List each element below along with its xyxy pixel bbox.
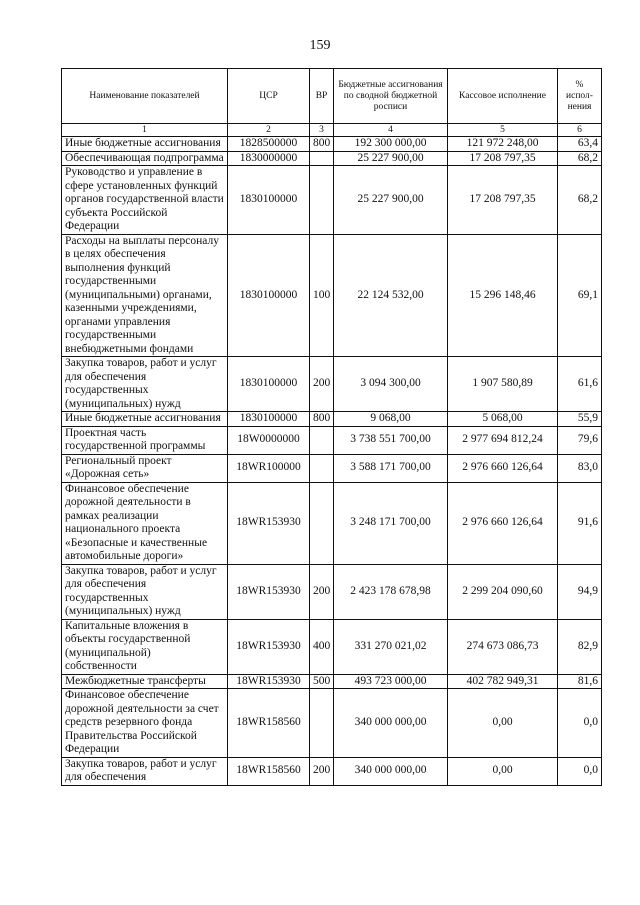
row-pct: 79,6 xyxy=(558,426,602,454)
row-name: Обеспечивающая подпрограмма xyxy=(62,151,228,166)
row-csr: 18WR153930 xyxy=(228,564,310,619)
row-csr: 1830100000 xyxy=(228,234,310,357)
row-pct: 81,6 xyxy=(558,674,602,689)
column-header-pct: % испол-нения xyxy=(558,69,602,124)
row-name: Финансовое обеспечение дорожной деятельности за счет средств резервного фонда Правительства Российской Федерации xyxy=(62,689,228,758)
row-csr: 1830100000 xyxy=(228,357,310,412)
row-budget: 3 588 171 700,00 xyxy=(334,454,448,482)
row-cash: 2 299 204 090,60 xyxy=(448,564,558,619)
table-row xyxy=(62,166,602,235)
row-cash: 0,00 xyxy=(448,757,558,785)
row-vr xyxy=(310,689,334,758)
row-vr: 200 xyxy=(310,564,334,619)
column-header-vr: ВР xyxy=(310,69,334,124)
row-pct: 63,4 xyxy=(558,137,602,152)
row-pct: 82,9 xyxy=(558,619,602,674)
column-header-csr: ЦСР xyxy=(228,69,310,124)
row-cash: 2 976 660 126,64 xyxy=(448,454,558,482)
row-cash: 15 296 148,46 xyxy=(448,234,558,357)
row-budget: 25 227 900,00 xyxy=(334,166,448,235)
row-vr: 400 xyxy=(310,619,334,674)
table-row xyxy=(62,619,602,674)
row-name: Региональный проект «Дорожная сеть» xyxy=(62,454,228,482)
row-pct: 0,0 xyxy=(558,757,602,785)
row-budget: 2 423 178 678,98 xyxy=(334,564,448,619)
row-budget: 493 723 000,00 xyxy=(334,674,448,689)
row-name: Руководство и управление в сфере установленных функций органов государственной власти субъекта Российской Федерации xyxy=(62,166,228,235)
row-cash: 5 068,00 xyxy=(448,412,558,427)
row-pct: 69,1 xyxy=(558,234,602,357)
row-pct: 55,9 xyxy=(558,412,602,427)
row-csr: 18W0000000 xyxy=(228,426,310,454)
row-name: Капитальные вложения в объекты государственной (муниципальной) собственности xyxy=(62,619,228,674)
row-vr: 800 xyxy=(310,412,334,427)
table-header-row xyxy=(62,69,602,124)
column-number-row xyxy=(62,124,602,137)
row-csr: 18WR153930 xyxy=(228,482,310,564)
row-name: Закупка товаров, работ и услуг для обеспечения государственных (муниципальных) нужд xyxy=(62,357,228,412)
row-cash: 2 977 694 812,24 xyxy=(448,426,558,454)
row-vr: 200 xyxy=(310,357,334,412)
row-csr: 1830100000 xyxy=(228,412,310,427)
table-row xyxy=(62,426,602,454)
row-vr: 200 xyxy=(310,757,334,785)
row-csr: 1830000000 xyxy=(228,151,310,166)
budget-execution-table xyxy=(61,68,602,786)
table-row xyxy=(62,757,602,785)
row-pct: 94,9 xyxy=(558,564,602,619)
row-budget: 340 000 000,00 xyxy=(334,689,448,758)
row-vr xyxy=(310,454,334,482)
column-header-name: Наименование показателей xyxy=(62,69,228,124)
column-number: 2 xyxy=(228,124,310,137)
row-csr: 1830100000 xyxy=(228,166,310,235)
row-budget: 192 300 000,00 xyxy=(334,137,448,152)
row-pct: 91,6 xyxy=(558,482,602,564)
row-vr xyxy=(310,166,334,235)
row-name: Закупка товаров, работ и услуг для обеспечения xyxy=(62,757,228,785)
row-cash: 2 976 660 126,64 xyxy=(448,482,558,564)
row-name: Проектная часть государственной программы xyxy=(62,426,228,454)
row-cash: 121 972 248,00 xyxy=(448,137,558,152)
row-pct: 83,0 xyxy=(558,454,602,482)
row-name: Расходы на выплаты персоналу в целях обеспечения выполнения функций государственными (муниципальными) органами, казенными учреждениями, органами управления государственными внебюджетными фондами xyxy=(62,234,228,357)
row-vr: 100 xyxy=(310,234,334,357)
row-budget: 340 000 000,00 xyxy=(334,757,448,785)
row-budget: 3 094 300,00 xyxy=(334,357,448,412)
row-name: Межбюджетные трансферты xyxy=(62,674,228,689)
row-budget: 25 227 900,00 xyxy=(334,151,448,166)
table-row xyxy=(62,151,602,166)
row-csr: 1828500000 xyxy=(228,137,310,152)
row-csr: 18WR153930 xyxy=(228,674,310,689)
row-vr xyxy=(310,482,334,564)
row-csr: 18WR100000 xyxy=(228,454,310,482)
row-name: Финансовое обеспечение дорожной деятельности в рамках реализации национального проекта «Безопасные и качественные автомобильные дороги» xyxy=(62,482,228,564)
row-cash: 274 673 086,73 xyxy=(448,619,558,674)
row-budget: 3 248 171 700,00 xyxy=(334,482,448,564)
row-pct: 68,2 xyxy=(558,166,602,235)
row-cash: 402 782 949,31 xyxy=(448,674,558,689)
table-row xyxy=(62,137,602,152)
row-vr: 500 xyxy=(310,674,334,689)
table-row xyxy=(62,357,602,412)
row-cash: 1 907 580,89 xyxy=(448,357,558,412)
row-name: Закупка товаров, работ и услуг для обеспечения государственных (муниципальных) нужд xyxy=(62,564,228,619)
row-budget: 22 124 532,00 xyxy=(334,234,448,357)
table-row xyxy=(62,482,602,564)
table-row xyxy=(62,454,602,482)
row-vr: 800 xyxy=(310,137,334,152)
column-number: 4 xyxy=(334,124,448,137)
table-row xyxy=(62,674,602,689)
row-budget: 3 738 551 700,00 xyxy=(334,426,448,454)
row-cash: 17 208 797,35 xyxy=(448,166,558,235)
row-cash: 17 208 797,35 xyxy=(448,151,558,166)
row-csr: 18WR158560 xyxy=(228,757,310,785)
row-name: Иные бюджетные ассигнования xyxy=(62,412,228,427)
row-vr xyxy=(310,426,334,454)
table-row xyxy=(62,234,602,357)
column-number: 1 xyxy=(62,124,228,137)
row-csr: 18WR153930 xyxy=(228,619,310,674)
table-row xyxy=(62,564,602,619)
page-number: 159 xyxy=(309,38,331,53)
row-pct: 68,2 xyxy=(558,151,602,166)
row-budget: 331 270 021,02 xyxy=(334,619,448,674)
column-number: 5 xyxy=(448,124,558,137)
column-number: 3 xyxy=(310,124,334,137)
row-pct: 61,6 xyxy=(558,357,602,412)
row-cash: 0,00 xyxy=(448,689,558,758)
row-pct: 0,0 xyxy=(558,689,602,758)
row-name: Иные бюджетные ассигнования xyxy=(62,137,228,152)
column-header-cash: Кассовое исполнение xyxy=(448,69,558,124)
row-budget: 9 068,00 xyxy=(334,412,448,427)
column-number: 6 xyxy=(558,124,602,137)
row-vr xyxy=(310,151,334,166)
row-csr: 18WR158560 xyxy=(228,689,310,758)
column-header-budget: Бюджетные ассигнования по сводной бюджетной росписи xyxy=(334,69,448,124)
table-row xyxy=(62,412,602,427)
table-row xyxy=(62,689,602,758)
